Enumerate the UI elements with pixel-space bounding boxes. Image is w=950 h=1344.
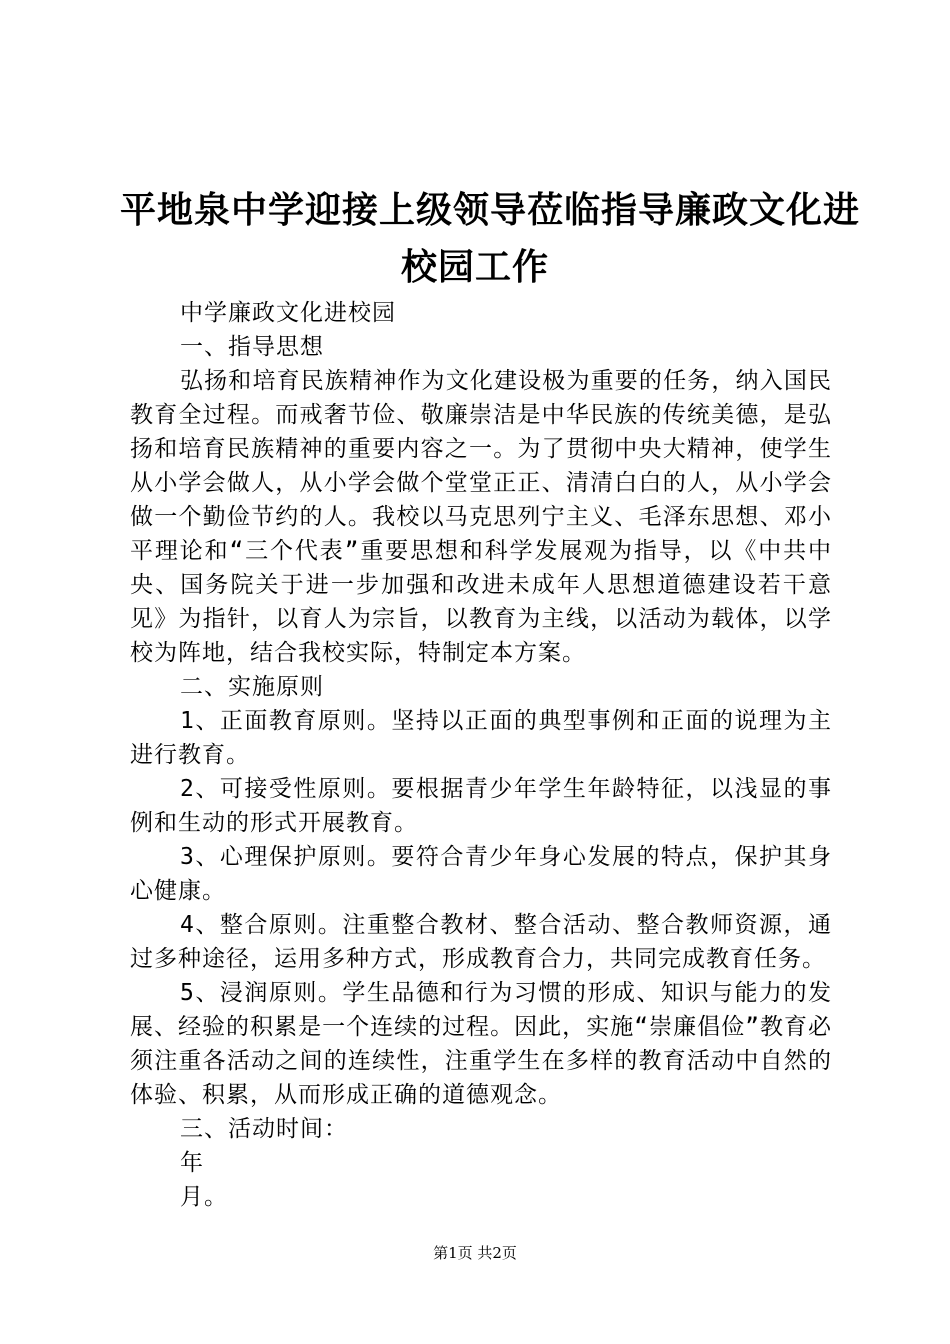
page-footer: 第1页 共2页 bbox=[433, 1244, 517, 1262]
time-month-line: 月。 bbox=[180, 1184, 228, 1210]
time-year-line: 年 bbox=[180, 1150, 204, 1176]
subtitle-paragraph: 中学廉政文化进校园 bbox=[180, 300, 396, 326]
principle-item-5: 5、浸润原则。学生品德和行为习惯的形成、知识与能力的发展、经验的积累是一个连续的过程。因此，实施“崇廉倡俭”教育必须注重各活动之间的连续性，注重学生在多样的教育活动中自然的体验、积累，从而形成正确的道德观念。 bbox=[130, 980, 832, 1108]
principle-item-1: 1、正面教育原则。坚持以正面的典型事例和正面的说理为主进行教育。 bbox=[130, 708, 832, 768]
document-title-line-2: 校园工作 bbox=[400, 246, 549, 288]
principle-item-3: 3、心理保护原则。要符合青少年身心发展的特点，保护其身心健康。 bbox=[130, 844, 832, 904]
document-body bbox=[130, 296, 832, 1214]
document-title-line-1: 平地泉中学迎接上级领导莅临指导廉政文化进 bbox=[120, 189, 861, 231]
section-heading-guiding-thought: 一、指导思想 bbox=[180, 334, 324, 360]
body-paragraph: 弘扬和培育民族精神作为文化建设极为重要的任务，纳入国民教育全过程。而戒奢节俭、敬廉崇洁是中华民族的传统美德，是弘扬和培育民族精神的重要内容之一。为了贯彻中央大精神，使学生从小学会做人，从小学会做个堂堂正正、清清白白的人，从小学会做一个勤俭节约的人。我校以马克思列宁主义、毛泽东思想、邓小平理论和“三个代表”重要思想和科学发展观为指导，以《中共中央、国务院关于进一步加强和改进未成年人思想道德建设若干意见》为指针，以育人为宗旨，以教育为主线，以活动为载体，以学校为阵地，结合我校实际，特制定本方案。 bbox=[130, 368, 832, 666]
section-heading-activity-time: 三、活动时间： bbox=[180, 1116, 348, 1142]
principle-item-4: 4、整合原则。注重整合教材、整合活动、整合教师资源，通过多种途径，运用多种方式，形成教育合力，共同完成教育任务。 bbox=[130, 912, 832, 972]
principle-item-2: 2、可接受性原则。要根据青少年学生年龄特征，以浅显的事例和生动的形式开展教育。 bbox=[130, 776, 832, 836]
section-heading-principles: 二、实施原则 bbox=[180, 674, 324, 700]
